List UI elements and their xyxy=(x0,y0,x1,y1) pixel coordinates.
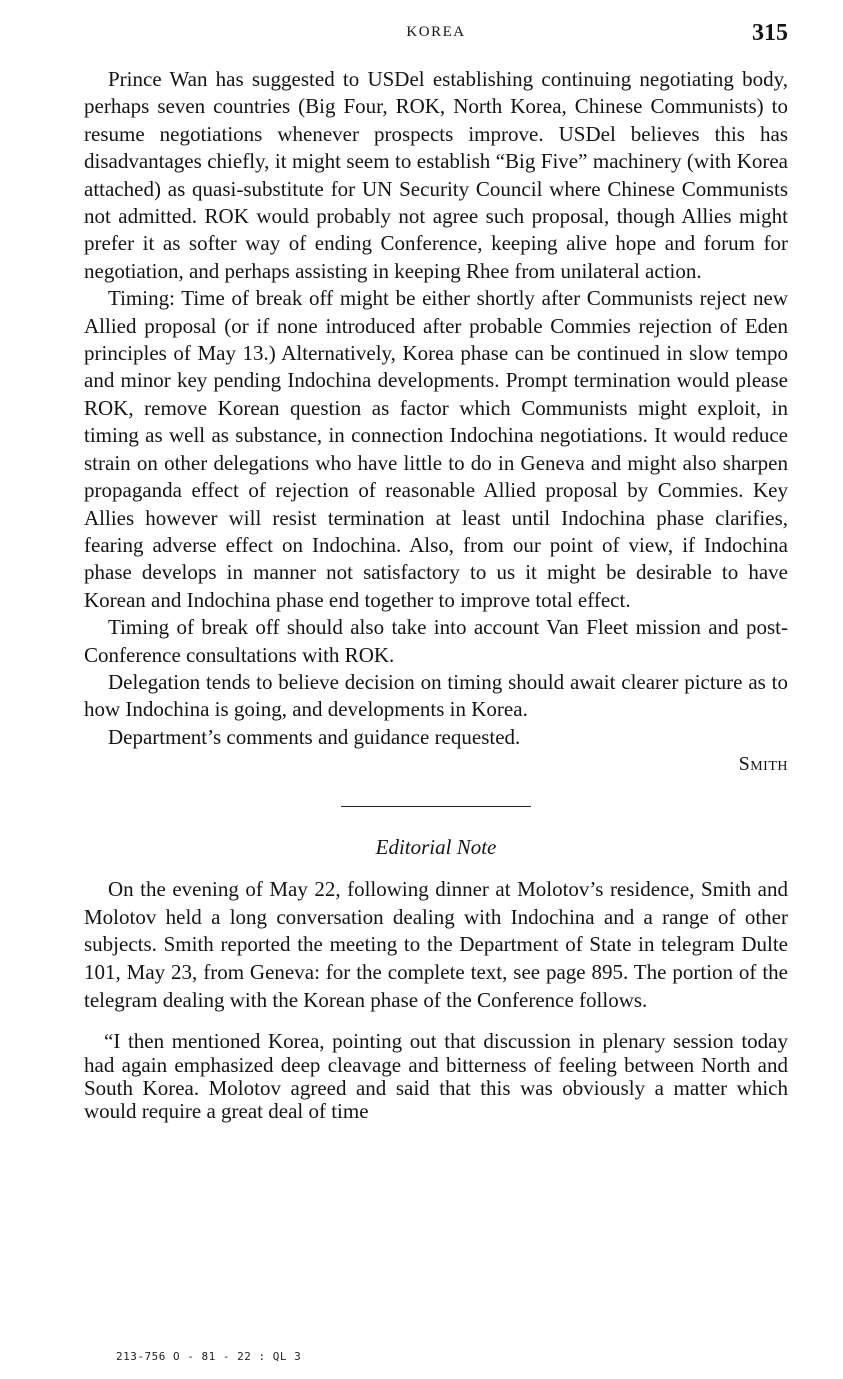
section-divider xyxy=(341,806,531,807)
paragraph-guidance: Department’s comments and guidance requested. xyxy=(108,724,521,749)
editorial-note-paragraph: On the evening of May 22, following dinner at Molotov’s residence, Smith and Molotov held a long conversation dealing with Indochina and a range of other subjects. Smith reported the meeting to the Department of State in telegram Dulte 101, May 23, from Geneva: for the complete text, see page 895. The portion of the telegram dealing with the Korean phase of the Conference follows. xyxy=(84,877,788,1012)
telegram-quote: “I then mentioned Korea, pointing out that discussion in plenary session today had again emphasized deep cleavage and bitterness of feeling between North and South Korea. Molotov agreed and said that this was obviously a matter which would require a great deal of time xyxy=(84,1029,788,1124)
signature: Smith xyxy=(738,753,788,776)
paragraph-van-fleet: Timing of break off should also take into account Van Fleet mission and post-Conference consultations with ROK. xyxy=(84,615,788,667)
paragraph-delegation: Delegation tends to believe decision on timing should await clearer picture as to how Indochina is going, and developments in Korea. xyxy=(84,669,788,722)
editorial-note-heading: Editorial Note xyxy=(375,835,497,860)
print-code-footer: 213-756 O - 81 - 22 : QL 3 xyxy=(116,1350,302,1363)
paragraph-prince-wan: Prince Wan has suggested to USDel establishing continuing negotiating body, perhaps seven countries (Big Four, ROK, North Korea, Chinese Communists) to resume negotiations whenever prospects improve. USDel believes this has disadvantages chiefly, it might seem to establish “Big Five” machinery (with Korea attached) as quasi-substitute for UN Security Council where Chinese Communists not admitted. ROK would probably not agree such proposal, though Allies might prefer it as softer way of ending Conference, keeping alive hope and forum for negotiation, and perhaps assisting in keeping Rhee from unilateral action. xyxy=(84,67,788,283)
paragraph-timing: Timing: Time of break off might be either shortly after Communists reject new Allied proposal (or if none introduced after probable Commies rejection of Eden principles of May 13.) Alternatively, Korea phase can be continued in slow tempo and minor key pending Indochina developments. Prompt termination would please ROK, remove Korean question as factor which Communists might exploit, in timing as well as substance, in connection Indochina negotiations. It would reduce strain on other delegations who have little to do in Geneva and might also sharpen propaganda effect of rejection of reasonable Allied proposal by Commies. Key Allies however will resist termination at least until Indochina phase clarifies, fearing adverse effect on Indochina. Also, from our point of view, if Indochina phase develops in manner not satisfactory to us it might be desirable to have Korean and Indochina phase end together to improve total effect. xyxy=(84,286,788,612)
running-title: KOREA xyxy=(406,24,466,40)
body-text xyxy=(84,66,788,1124)
page-number: 315 xyxy=(752,20,788,46)
running-head xyxy=(84,20,788,48)
